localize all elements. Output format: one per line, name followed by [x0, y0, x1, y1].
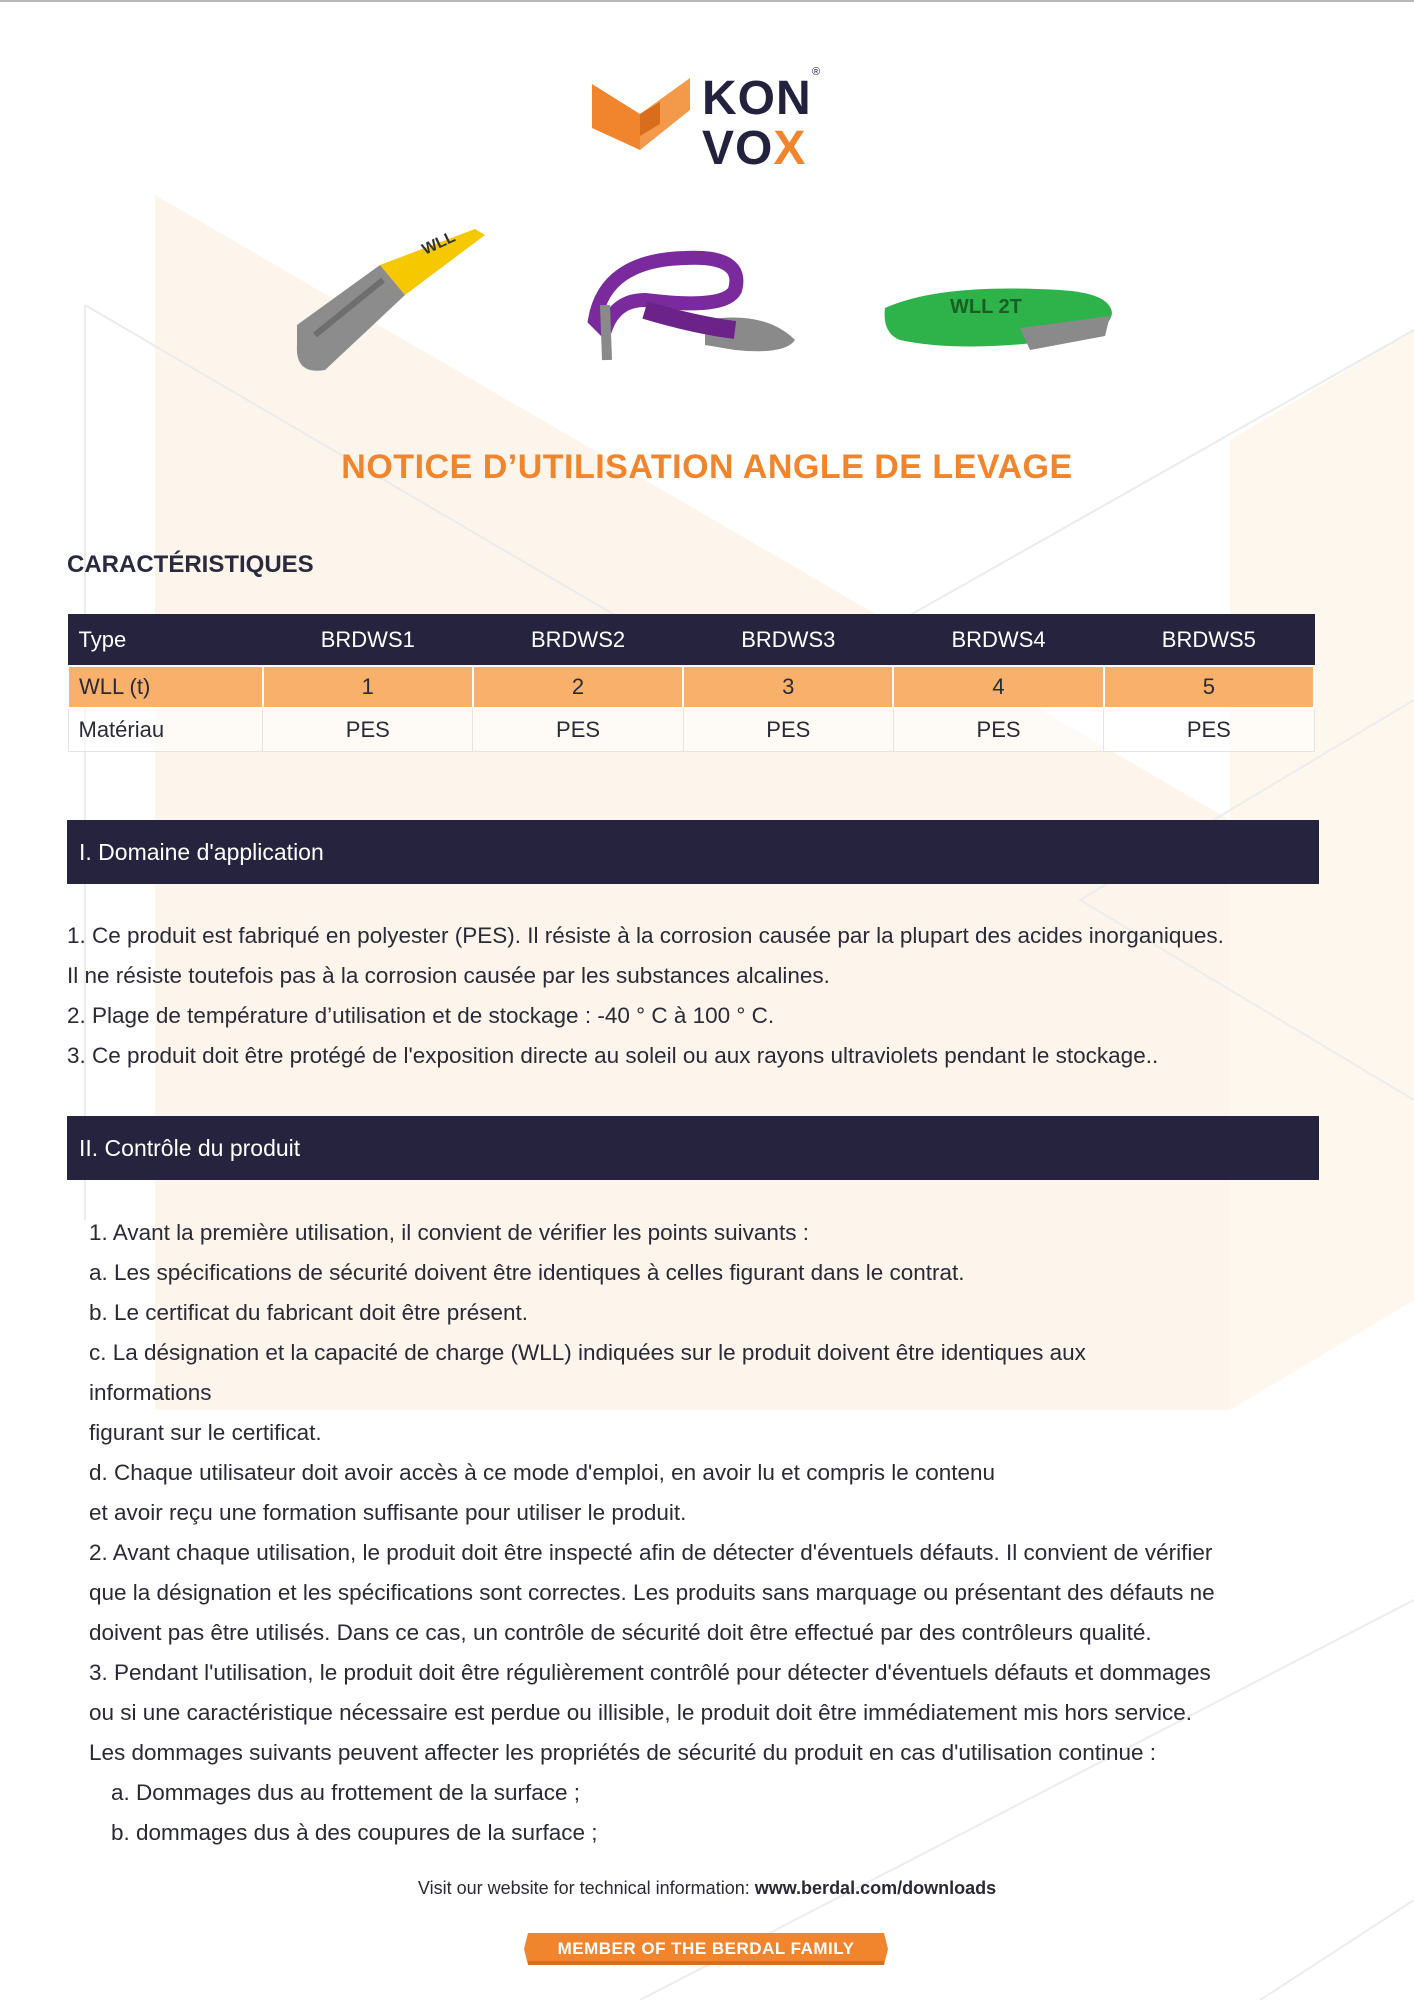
spec-cell: 1: [263, 666, 473, 708]
section1-line: 1. Ce produit est fabriqué en polyester (PES). Il résiste à la corrosion causée par la plupart des acides inorganiques.: [67, 923, 1224, 948]
section2-line: b. Le certificat du fabricant doit être présent.: [89, 1300, 528, 1325]
section1-line: 2. Plage de température d’utilisation et de stockage : -40 ° C à 100 ° C.: [67, 1003, 775, 1028]
spec-row-material: [68, 708, 1314, 752]
green-sling-icon: [880, 278, 1115, 368]
footer-website-text: [0, 1878, 1414, 1899]
characteristics-heading: CARACTÉRISTIQUES: [67, 551, 314, 578]
spec-header-brdws5: BRDWS5: [1104, 615, 1314, 667]
section2-line: b. dommages dus à des coupures de la surface ;: [111, 1820, 598, 1845]
section2-line: 3. Pendant l'utilisation, le produit doit être régulièrement contrôlé pour détecter d'éventuels défauts et dommages: [89, 1660, 1211, 1685]
spec-cell: 2: [473, 666, 683, 708]
section2-line: c. La désignation et la capacité de charge (WLL) indiquées sur le produit doivent être identiques aux: [89, 1340, 1086, 1365]
section1-line: 3. Ce produit doit être protégé de l'exposition directe au soleil ou aux rayons ultraviolets pendant le stockage..: [67, 1043, 1159, 1068]
badge-label: MEMBER OF THE BERDAL FAMILY: [557, 1939, 855, 1958]
spec-header-type: Type: [68, 615, 263, 667]
spec-cell: PES: [473, 708, 683, 752]
spec-cell: WLL (t): [68, 666, 263, 708]
spec-cell: Matériau: [68, 708, 263, 752]
section2-line: Les dommages suivants peuvent affecter les propriétés de sécurité du produit en cas d'utilisation continue :: [89, 1740, 1157, 1765]
section2-body: [89, 1213, 1215, 1853]
spec-row-wll: [68, 666, 1314, 708]
logo-text-line1: KON: [702, 72, 812, 125]
spec-cell: PES: [893, 708, 1103, 752]
section2-line: que la désignation et les spécifications sont correctes. Les produits sans marquage ou présentant des défauts ne: [89, 1580, 1215, 1605]
section2-line: doivent pas être utilisés. Dans ce cas, un contrôle de sécurité doit être effectué par des contrôleurs qualité.: [89, 1620, 1152, 1645]
footer-website-link[interactable]: www.berdal.com/downloads: [754, 1878, 997, 1898]
footer-text-label: Visit our website for technical information:: [417, 1878, 755, 1898]
page-title: NOTICE D’UTILISATION ANGLE DE LEVAGE: [341, 448, 1073, 486]
spec-cell: PES: [1104, 708, 1314, 752]
yellow-sling-label: WLL: [419, 228, 459, 259]
spec-header-brdws3: BRDWS3: [683, 615, 893, 667]
section2-line: ou si une caractéristique nécessaire est perdue ou illisible, le produit doit être immédiatement mis hors service.: [89, 1700, 1193, 1725]
section2-heading: II. Contrôle du produit: [67, 1116, 1319, 1180]
section2-line: d. Chaque utilisateur doit avoir accès à ce mode d'emploi, en avoir lu et compris le contenu: [89, 1460, 996, 1485]
spec-header-brdws1: BRDWS1: [263, 615, 473, 667]
section2-line: informations: [89, 1380, 212, 1405]
berdal-family-badge: [522, 1931, 890, 1967]
section2-line: a. Les spécifications de sécurité doivent être identiques à celles figurant dans le contrat.: [89, 1260, 965, 1285]
logo-text-x: X: [773, 122, 807, 175]
spec-cell: 5: [1104, 666, 1314, 708]
section2-line: et avoir reçu une formation suffisante pour utiliser le produit.: [89, 1500, 687, 1525]
spec-table: [67, 614, 1315, 752]
section1-line: Il ne résiste toutefois pas à la corrosion causée par les substances alcalines.: [67, 963, 830, 988]
green-sling-label: WLL 2T: [950, 296, 1022, 318]
yellow-sling-icon: [285, 225, 485, 385]
section1-heading: I. Domaine d'application: [67, 820, 1319, 884]
spec-header-brdws2: BRDWS2: [473, 615, 683, 667]
spec-cell: 4: [893, 666, 1103, 708]
section2-line: 2. Avant chaque utilisation, le produit doit être inspecté afin de détecter d'éventuels défauts. Il convient de vérifier: [89, 1540, 1213, 1565]
spec-header-brdws4: BRDWS4: [893, 615, 1103, 667]
section2-line: a. Dommages dus au frottement de la surface ;: [111, 1780, 580, 1805]
spec-cell: PES: [683, 708, 893, 752]
logo-text-line2: VO: [702, 122, 774, 175]
logo-mark-icon: [590, 64, 698, 164]
spec-table-header-row: [68, 615, 1314, 667]
konvox-logo: [590, 64, 830, 174]
registered-mark: ®: [812, 66, 821, 78]
purple-sling-icon: [585, 250, 805, 370]
section2-line: 1. Avant la première utilisation, il convient de vérifier les points suivants :: [89, 1220, 809, 1245]
section2-line: figurant sur le certificat.: [89, 1420, 322, 1445]
spec-cell: PES: [263, 708, 473, 752]
section1-body: [67, 916, 1224, 1076]
spec-cell: 3: [683, 666, 893, 708]
